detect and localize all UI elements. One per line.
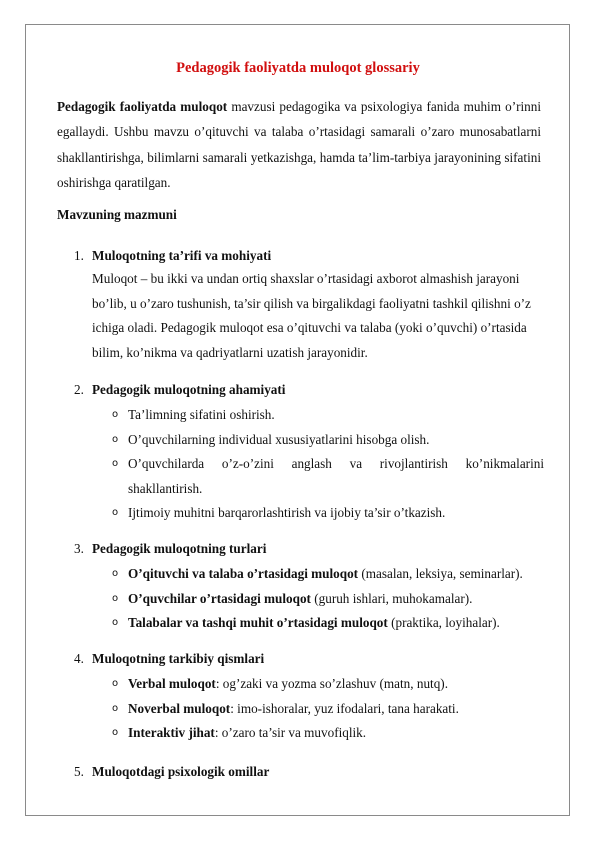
intro-bold-term: Pedagogik faoliyatda muloqot — [57, 99, 228, 114]
bullet-item: o O’qituvchi va talaba o’rtasidagi muloqot (masalan, leksiya, seminarlar). — [74, 562, 544, 587]
item-number: 3. — [74, 541, 84, 556]
item-body: Muloqot – bu ikki va undan ortiq shaxslar o’rtasidagi axborot almashish jarayoni bo’lib, u o’zaro tushunish, ta’sir qilish va birgalikdagi faoliyatni tashkil qilishni o’z ichiga oladi. Pedagogik muloqot esa o’qituvchi va talaba (yoki o’quvchi) o’rtasida bilim, ko’nikma va qadriyatlarni uzatish jarayonidir. — [92, 271, 531, 360]
bullet-marker-icon: o — [112, 507, 119, 518]
bullet-item: o Interaktiv jihat: o’zaro ta’sir va muvofiqlik. — [74, 721, 544, 746]
bullet-item: o Verbal muloqot: og’zaki va yozma so’zlashuv (matn, nutq). — [74, 672, 544, 697]
bullet-marker-icon: o — [112, 458, 119, 469]
item-number: 1. — [74, 248, 84, 263]
bullet-list — [74, 562, 544, 636]
bullet-marker-icon: o — [112, 592, 119, 604]
bullet-item: o Ta’limning sifatini oshirish. — [74, 403, 544, 428]
intro-paragraph — [57, 94, 541, 195]
bullet-marker-icon: o — [112, 702, 119, 714]
item-title: Muloqotning tarkibiy qismlari — [92, 651, 265, 666]
bullet-marker-icon: o — [112, 568, 119, 579]
item-title: Pedagogik muloqotning turlari — [92, 541, 267, 556]
item-title: Pedagogik muloqotning ahamiyati — [92, 382, 286, 397]
list-item-4 — [74, 650, 544, 746]
bullet-marker-icon: o — [112, 727, 119, 738]
document-title: Pedagogik faoliyatda muloqot glossariy — [176, 60, 420, 76]
bullet-marker-icon: o — [112, 409, 119, 420]
bullet-marker-icon: o — [112, 433, 119, 445]
bullet-marker-icon: o — [112, 617, 119, 628]
bullet-item: o O’quvchilarning individual xususiyatlarini hisobga olish. — [74, 428, 544, 453]
bullet-list — [74, 403, 544, 526]
bullet-item: o O’quvchilar o’rtasidagi muloqot (guruh ishlari, muhokamalar). — [74, 587, 544, 612]
list-item-3 — [74, 540, 544, 636]
list-item-2 — [74, 381, 544, 526]
list-item-5 — [74, 763, 544, 781]
item-number: 2. — [74, 382, 84, 397]
item-number: 5. — [74, 764, 84, 779]
bullet-item: o Ijtimoiy muhitni barqarorlashtirish va ijobiy ta’sir o’tkazish. — [74, 501, 544, 526]
bullet-item: o Noverbal muloqot: imo-ishoralar, yuz ifodalari, tana harakati. — [74, 697, 544, 722]
bullet-item: o O’quvchilarda o’z-o’zini anglash va rivojlantirish ko’nikmalarini shakllantirish. — [74, 452, 544, 501]
section-heading: Mavzuning mazmuni — [57, 207, 177, 222]
bullet-list — [74, 672, 544, 746]
item-title: Muloqotning ta’rifi va mohiyati — [92, 248, 272, 263]
bullet-item: o Talabalar va tashqi muhit o’rtasidagi muloqot (praktika, loyihalar). — [74, 611, 544, 636]
intro-text: mavzusi pedagogika va psixologiya fanida muhim o’rinni egallaydi. Ushbu mavzu o’qituvchi va talaba o’rtasidagi samarali o’zaro munosabatlarni shakllantirishga, bilimlarni samarali yetkazishga, hamda ta’lim-tarbiya jarayonining sifatini oshirishga qaratilgan. — [57, 99, 541, 190]
list-item-1 — [74, 247, 544, 365]
bullet-marker-icon: o — [112, 678, 119, 689]
item-title: Muloqotdagi psixologik omillar — [92, 764, 270, 779]
item-number: 4. — [74, 651, 84, 666]
